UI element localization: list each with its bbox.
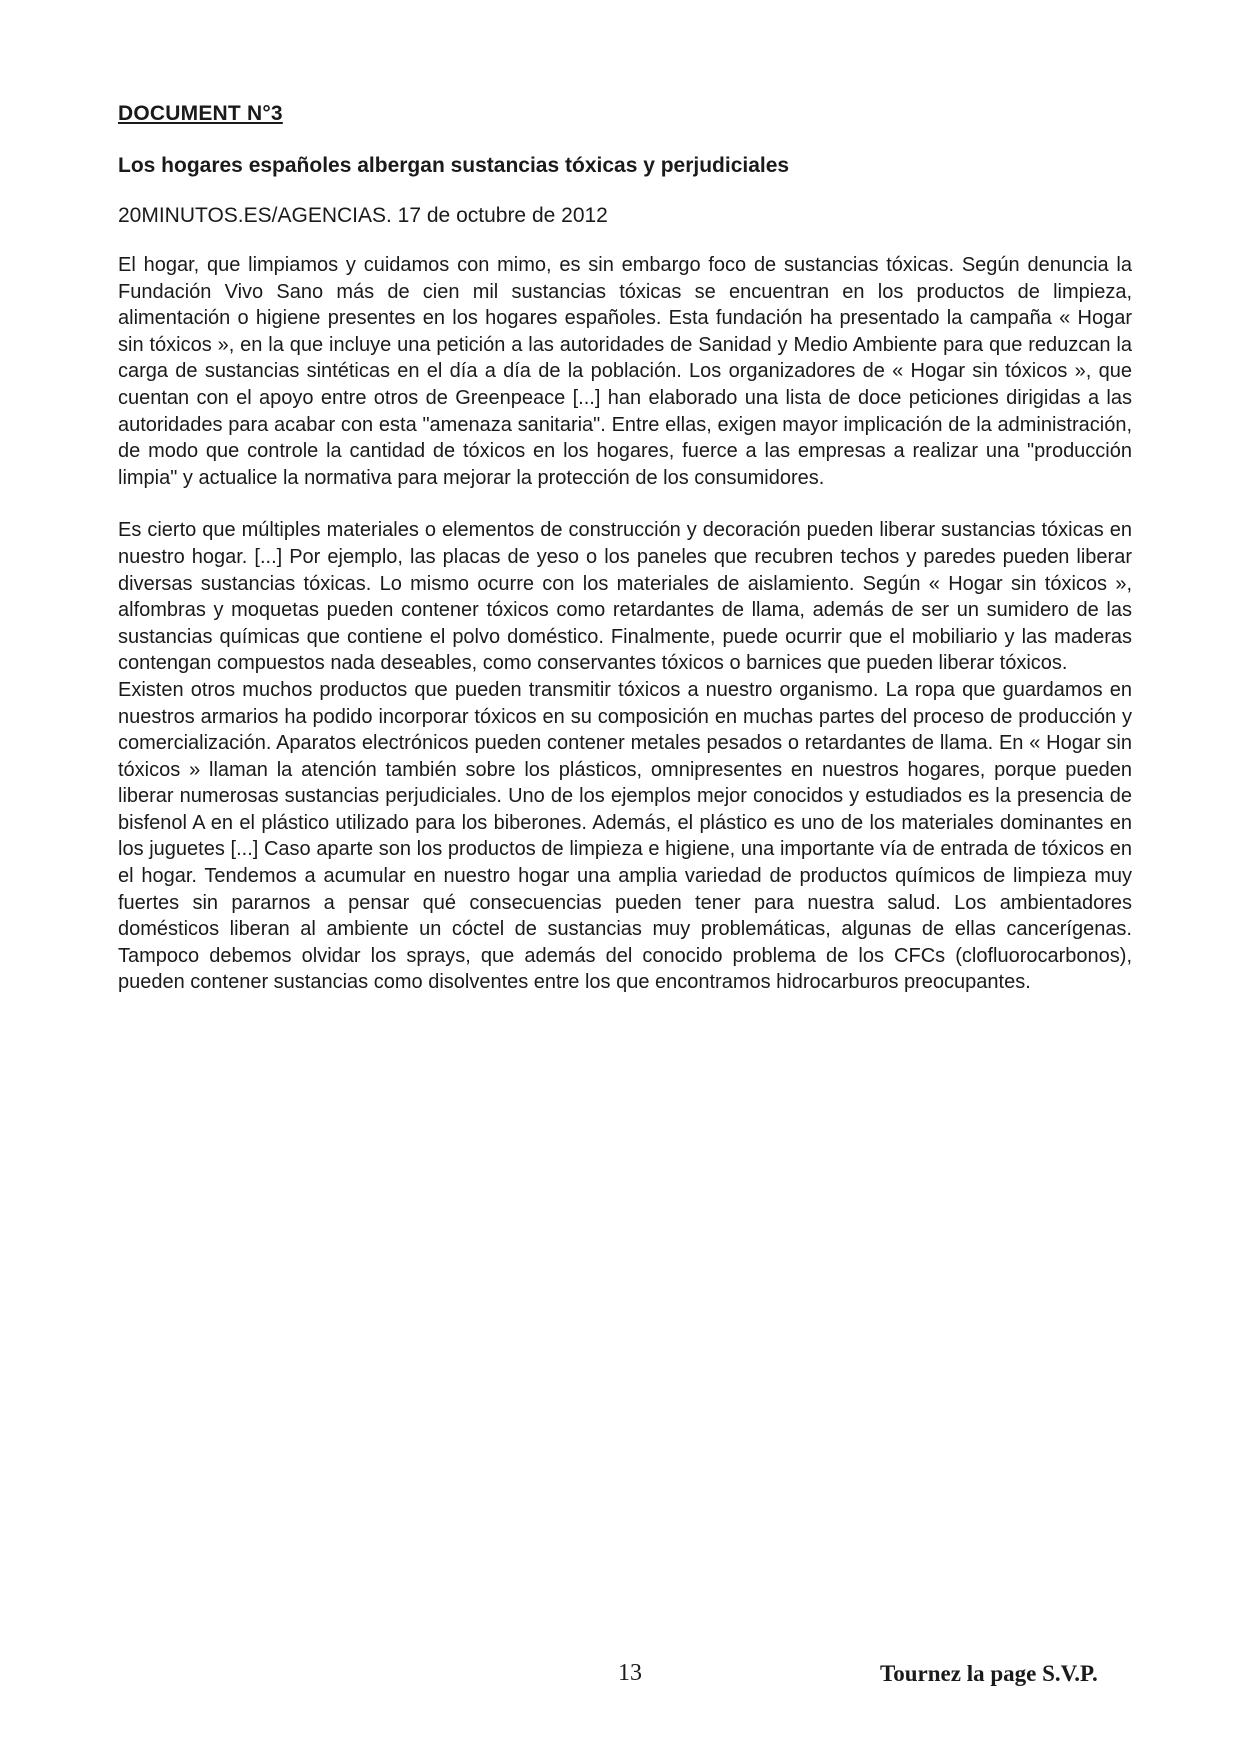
turn-page-note: Tournez la page S.V.P. [880, 1661, 1098, 1686]
document-label: DOCUMENT N°3 [118, 102, 283, 125]
paragraph-intro: El hogar, que limpiamos y cuidamos con mimo, es sin embargo foco de sustancias tóxicas. Según denuncia la Fundación Vivo Sano más de cien mil sustancias tóxicas se encuentran en los productos de limpieza, alimentación o higiene presentes en los hogares españoles. Esta fundación ha presentado la campaña « Hogar sin tóxicos », en la que incluye una petición a las autoridades de Sanidad y Medio Ambiente para que reduzcan la carga de sustancias sintéticas en el día a día de la población. Los organizadores de « Hogar sin tóxicos », que cuentan con el apoyo entre otros de Greenpeace [...] han elaborado una lista de doce peticiones dirigidas a las autoridades para acabar con esta "amenaza sanitaria". Entre ellas, exigen mayor implicación de la administración, de modo que controle la cantidad de tóxicos en los hogares, fuerce a las empresas a realizar una "producción limpia" y actualice la normativa para mejorar la protección de los consumidores. [118, 254, 1132, 489]
page-number: 13 [618, 1660, 642, 1686]
paragraph-products: Existen otros muchos productos que pueden transmitir tóxicos a nuestro organismo. La ropa que guardamos en nuestros armarios ha podido incorporar tóxicos en su composición en muchas partes del proceso de producción y comercialización. Aparatos electrónicos pueden contener metales pesados o retardantes de llama. En « Hogar sin tóxicos » llaman la atención también sobre los plásticos, omnipresentes en nuestros hogares, porque pueden liberar numerosas sustancias perjudiciales. Uno de los ejemplos mejor conocidos y estudiados es la presencia de bisfenol A en el plástico utilizado para los biberones. Además, el plástico es uno de los materiales dominantes en los juguetes [...] Caso aparte son los productos de limpieza e higiene, una importante vía de entrada de tóxicos en el hogar. Tendemos a acumular en nuestro hogar una amplia variedad de productos químicos de limpieza muy fuertes sin pararnos a pensar qué consecuencias pueden tener para nuestra salud. Los ambientadores domésticos liberan al ambiente un cóctel de sustancias muy problemáticas, algunas de ellas cancerígenas. Tampoco debemos olvidar los sprays, que además del conocido problema de los CFCs (clofluorocarbonos), pueden contener sustancias como disolventes entre los que encontramos hidrocarburos preocupantes. [118, 678, 1132, 994]
paragraph-spacer [118, 491, 1132, 517]
article-source: 20MINUTOS.ES/AGENCIAS. 17 de octubre de 2012 [118, 204, 608, 227]
article-headline: Los hogares españoles albergan sustancias tóxicas y perjudiciales [118, 154, 790, 177]
paragraph-materials: Es cierto que múltiples materiales o elementos de construcción y decoración pueden liberar sustancias tóxicas en nuestro hogar. [...] Por ejemplo, las placas de yeso o los paneles que recubren techos y paredes pueden liberar diversas sustancias tóxicas. Lo mismo ocurre con los materiales de aislamiento. Según « Hogar sin tóxicos », alfombras y moquetas pueden contener tóxicos como retardantes de llama, además de ser un sumidero de las sustancias químicas que contiene el polvo doméstico. Finalmente, puede ocurrir que el mobiliario y las maderas contengan compuestos nada deseables, como conservantes tóxicos o barnices que pueden liberar tóxicos. [118, 519, 1132, 675]
document-body [118, 102, 1132, 996]
